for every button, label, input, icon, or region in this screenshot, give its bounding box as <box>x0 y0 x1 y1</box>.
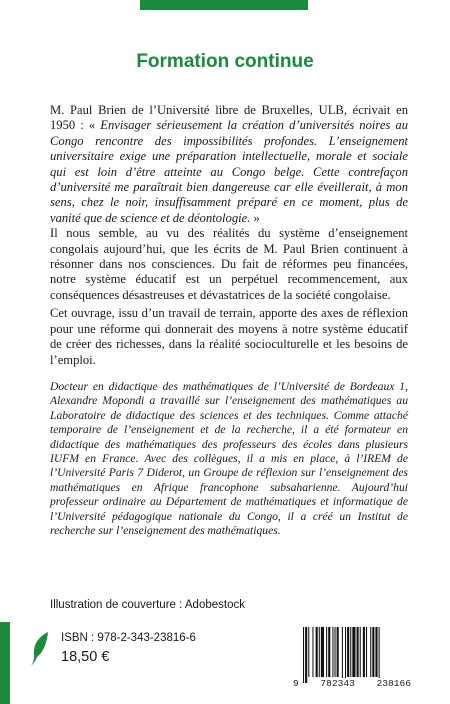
feather-quill-icon <box>30 631 50 667</box>
barcode-digit-first: 9 <box>293 678 299 689</box>
barcode <box>293 627 411 689</box>
paragraph-1-end: » <box>250 210 260 225</box>
paragraph-1-intro: M. Paul Brien de l’Université libre de Bruxelles, ULB, écrivait en 1950 : « <box>50 103 408 133</box>
barcode-bars <box>293 627 411 683</box>
isbn: ISBN : 978-2-343-23816-6 <box>61 632 196 644</box>
paragraph-2: Il nous semble, au vu des réalités du système d’enseignement congolais aujourd’hui, que les écrits de M. Paul Brien continuent à résonner dans nos consciences. Du fait de réformes peu financées, notre système éducatif est un perpétuel recommencement, aux conséquences désastreuses et dévastatrices de la société congolaise. <box>50 226 408 302</box>
paragraph-1-quote: Envisager sérieusement la création d’universités noires au Congo rencontre des impossibilités profondes. L’enseignement universitaire exige une préparation intellectuelle, morale et sociale qui est loin d’être atteinte au Congo belge. Cette contrefaçon d’université me paraîtrait bien dangereuse car elle éveillerait, à mon sens, chez le noir, insuffisamment préparé en ce moment, plus de vanité que de science et de déontologie. <box>50 118 408 225</box>
cover-credit: Illustration de couverture : Adobestock <box>50 599 245 611</box>
author-bio <box>50 380 408 538</box>
price: 18,50 € <box>61 649 110 665</box>
top-accent-bar <box>140 0 308 10</box>
bottom-left-accent-bar <box>0 622 10 704</box>
paragraph-3: Cet ouvrage, issu d’un travail de terrain, apporte des axes de réflexion pour une réforme qui donnerait des moyens à notre système éducatif de créer des richesses, dans la réalité socioculturelle et les besoins de l’emploi. <box>50 306 408 367</box>
author-bio-text: Docteur en didactique des mathématiques de l’Université de Bordeaux 1, Alexandre Mopondi a travaillé sur l’enseignement des mathématiques au Laboratoire de didactique des sciences et des techniques. Comme attaché temporaire de l’enseignement et de la recherche, il a été formateur en didactique des mathématiques des professeurs des écoles dans plusieurs IUFM en France. Avec des collègues, il a mis en place, à l’IREM de l’Université Paris 7 Diderot, un Groupe de réflexion sur l’enseignement des mathématiques en Afrique francophone subsaharienne. Aujourd’hui professeur ordinaire au Département de mathématiques et informatique de l’Université pédagogique nationale du Congo, il a créé un Institut de recherche sur l’enseignement des mathématiques. <box>50 380 408 538</box>
barcode-digits-left: 782343 <box>320 678 355 689</box>
page-title: Formation continue <box>136 51 314 72</box>
paragraph-1 <box>50 103 408 226</box>
barcode-digits <box>293 678 411 689</box>
summary-text <box>50 103 408 371</box>
barcode-digits-right: 238166 <box>376 678 411 689</box>
